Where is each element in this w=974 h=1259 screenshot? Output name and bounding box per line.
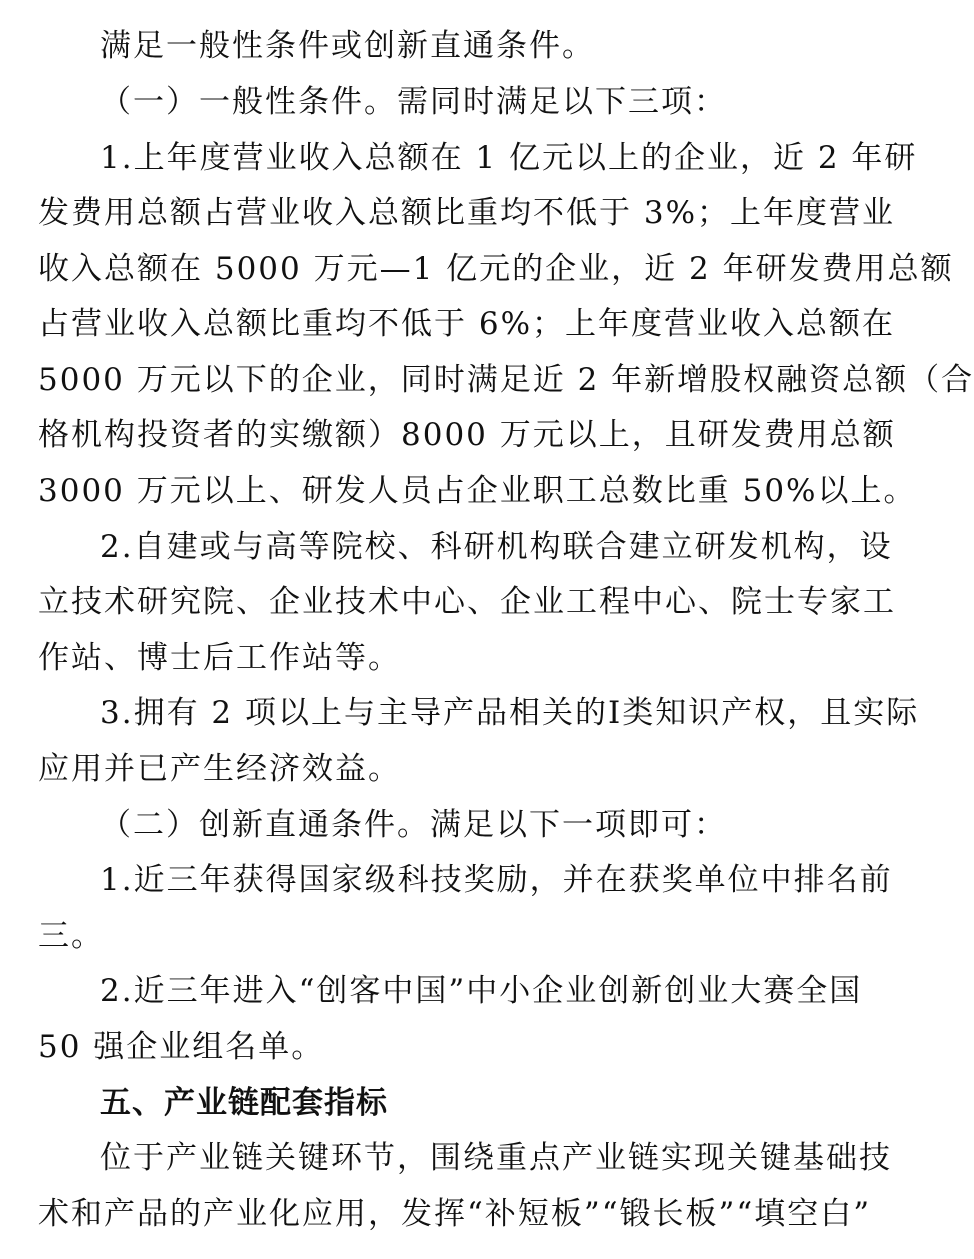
text-line-19: 50 强企业组名单。 [38, 1029, 325, 1065]
text-line-9: 3000 万元以上、研发人员占企业职工总数比重 50%以上。 [38, 473, 917, 509]
text-line-17: 三。 [38, 918, 104, 954]
section-2-heading: （二）创新直通条件。满足以下一项即可： [100, 807, 727, 843]
text-line-12: 作站、博士后工作站等。 [38, 640, 401, 676]
text-line-11: 立技术研究院、企业技术中心、企业工程中心、院士专家工 [38, 584, 896, 620]
section-5-heading: 五、产业链配套指标 [100, 1085, 388, 1121]
text-line-22: 术和产品的产业化应用，发挥“补短板”“锻长板”“填空白” [38, 1196, 872, 1232]
text-line-5: 收入总额在 5000 万元—1 亿元的企业，近 2 年研发费用总额 [38, 251, 954, 287]
text-line-3: 1.上年度营业收入总额在 1 亿元以上的企业，近 2 年研 [100, 140, 918, 176]
text-line-6: 占营业收入总额比重均不低于 6%；上年度营业收入总额在 [38, 306, 896, 342]
text-line-13: 3.拥有 2 项以上与主导产品相关的I类知识产权，且实际 [100, 695, 920, 731]
text-line-21: 位于产业链关键环节，围绕重点产业链实现关键基础技 [100, 1140, 892, 1176]
text-line-10: 2.自建或与高等院校、科研机构联合建立研发机构，设 [100, 529, 893, 565]
text-line-14: 应用并已产生经济效益。 [38, 751, 401, 787]
text-line-7: 5000 万元以下的企业，同时满足近 2 年新增股权融资总额（合 [38, 362, 974, 398]
text-line-4: 发费用总额占营业收入总额比重均不低于 3%；上年度营业 [38, 195, 896, 231]
section-1-heading: （一）一般性条件。需同时满足以下三项： [100, 84, 727, 120]
text-line-1: 满足一般性条件或创新直通条件。 [100, 28, 595, 64]
text-line-16: 1.近三年获得国家级科技奖励，并在获奖单位中排名前 [100, 862, 893, 898]
text-line-18: 2.近三年进入“创客中国”中小企业创新创业大赛全国 [100, 973, 863, 1009]
text-line-8: 格机构投资者的实缴额）8000 万元以上，且研发费用总额 [38, 417, 896, 453]
